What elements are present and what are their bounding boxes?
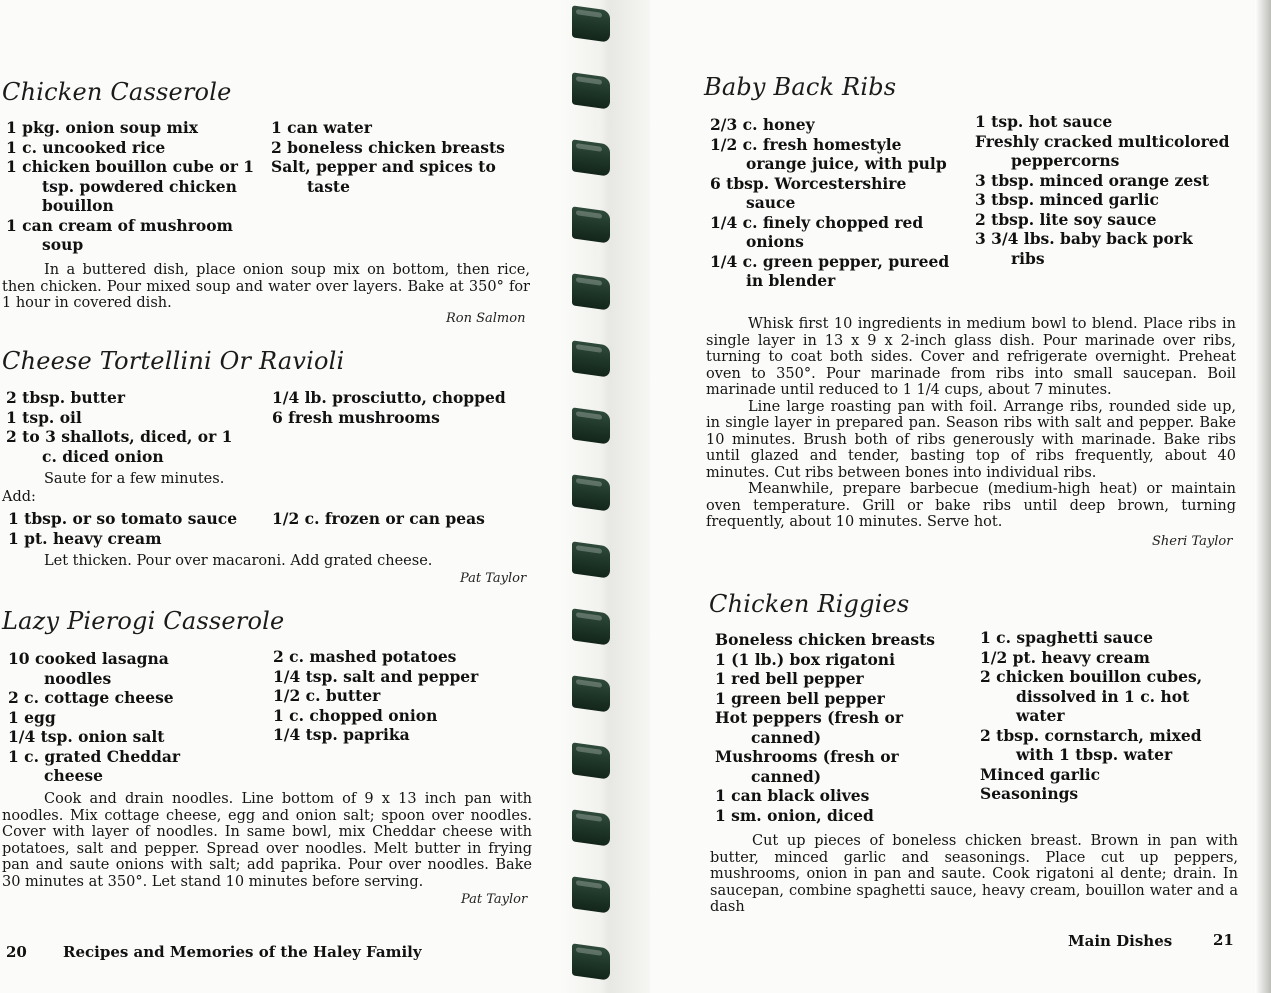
binding-coil xyxy=(570,136,616,180)
binding-coil xyxy=(570,69,616,113)
ingredient: 1 green bell pepper xyxy=(715,688,885,708)
spiral-binding xyxy=(570,0,620,993)
ingredient: 6 tbsp. Worcestershire sauce xyxy=(710,173,907,212)
ingredient: 1 sm. onion, diced xyxy=(715,805,874,825)
book-title-footer: Recipes and Memories of the Haley Family xyxy=(63,943,422,961)
ingredient: 3 3/4 lbs. baby back pork ribs xyxy=(975,229,1193,268)
recipe-directions xyxy=(2,791,532,890)
recipe-title: Chicken Riggies xyxy=(709,590,910,618)
recipe-directions xyxy=(2,262,530,312)
ingredient: 3 tbsp. minced orange zest xyxy=(975,170,1210,190)
directions-paragraph: Whisk first 10 ingredients in medium bowl to blend. Place ribs in single layer in 13 x 9 x 2-inch glass dish. Pour marinade over ribs, turning to coat both sides. Cover and refrigerate overnight. Preheat oven to 350°. Pour marinade from ribs into small saucepan. Boil marinade until reduced to 1 1/4 cups, about 7 minutes. xyxy=(706,316,1236,398)
binding-coil xyxy=(570,672,616,716)
binding-coil xyxy=(570,270,616,314)
ingredient: 1 c. chopped onion xyxy=(273,705,438,725)
ingredient: 2 tbsp. cornstarch, mixed with 1 tbsp. water xyxy=(980,725,1202,764)
ingredient: 1 tbsp. or so tomato sauce xyxy=(8,509,238,528)
binding-coil xyxy=(570,739,616,783)
ingredient: 1 tsp. oil xyxy=(6,407,82,427)
binding-coil xyxy=(570,2,616,46)
ingredient: 1/4 tsp. salt and pepper xyxy=(273,666,479,686)
directions-paragraph: Line large roasting pan with foil. Arrange ribs, rounded side up, in single layer in prepared pan. Season ribs with salt and pepper. Bake 10 minutes. Brush both of ribs generously with marinade. Bake ribs until glazed and tender, basting top of ribs frequently, about 40 minutes. Cut ribs between bones into individual ribs. xyxy=(706,398,1236,481)
page-number: 21 xyxy=(1213,931,1234,949)
ingredient: 1 egg xyxy=(8,707,56,727)
directions-paragraph: Meanwhile, prepare barbecue (medium-high heat) or maintain oven temperature. Grill or bake ribs until deep brown, turning frequently, about 10 minutes. Serve hot. xyxy=(706,481,1236,530)
page-edge xyxy=(1255,0,1271,993)
ingredient: 2 boneless chicken breasts xyxy=(271,137,505,157)
recipe-author: Ron Salmon xyxy=(446,311,526,326)
ingredient: 1/2 c. frozen or can peas xyxy=(272,509,485,528)
ingredient: 2 to 3 shallots, diced, or 1 c. diced onion xyxy=(6,427,233,466)
ingredient-column-1 xyxy=(710,115,960,291)
ingredient-column-2 xyxy=(975,112,1230,268)
directions-text: In a buttered dish, place onion soup mix on bottom, then rice, then chicken. Pour mixed soup and water over layers. Bake at 350° for 1 hour in covered dish. xyxy=(2,262,530,311)
ingredient: 1 can black olives xyxy=(715,786,870,805)
ingredient: 1 pkg. onion soup mix xyxy=(6,118,198,137)
ingredient: 2/3 c. honey xyxy=(710,115,815,134)
ingredient: 1 can cream of mushroom soup xyxy=(6,215,233,254)
ingredient: 1 can water xyxy=(271,118,372,137)
ingredient: 2 chicken bouillon cubes, dissolved in 1 c. hot water xyxy=(980,667,1203,725)
step-text: Let thicken. Pour over macaroni. Add grated cheese. xyxy=(44,553,433,569)
ingredient: 3 tbsp. minced garlic xyxy=(975,190,1159,209)
ingredient: 1/2 c. fresh homestyle orange juice, with pulp xyxy=(710,134,947,173)
ingredient-column-1 xyxy=(8,649,238,786)
ingredient: 1/4 tsp. paprika xyxy=(273,725,410,744)
ingredient: 1 (1 lb.) box rigatoni xyxy=(715,649,895,669)
ingredient: Seasonings xyxy=(980,784,1079,803)
ingredient: 1 c. uncooked rice xyxy=(6,137,166,157)
ingredient-column-3 xyxy=(8,509,258,548)
binding-coil xyxy=(570,337,616,381)
ingredient-column-2 xyxy=(980,628,1230,804)
ingredient: 1 c. grated Cheddar cheese xyxy=(8,746,181,785)
binding-coil xyxy=(570,471,616,515)
directions-text: Cut up pieces of boneless chicken breast. Brown in pan with butter, minced garlic and seasonings. Place cut up peppers, mushrooms, onion in pan and saute. Cook rigatoni al dente; drain. In saucepan, combine spaghetti sauce, heavy cream, bouillon water and a dash xyxy=(710,833,1238,915)
binding-coil xyxy=(570,538,616,582)
ingredient: 1 red bell pepper xyxy=(715,669,864,688)
binding-coil xyxy=(570,873,616,917)
add-label-text: Add: xyxy=(2,489,36,505)
ingredient: 1 c. spaghetti sauce xyxy=(980,628,1153,647)
ingredient: 1 tsp. hot sauce xyxy=(975,112,1113,131)
binding-coil xyxy=(570,940,616,984)
page-number: 20 xyxy=(6,943,27,961)
ingredient-column-2 xyxy=(271,118,531,196)
ingredient-column-1 xyxy=(6,118,256,255)
recipe-title: Baby Back Ribs xyxy=(704,73,897,101)
ingredient: Minced garlic xyxy=(980,764,1101,784)
ingredient: 10 cooked lasagna noodles xyxy=(8,649,169,688)
recipe-step xyxy=(2,553,530,570)
recipe-directions xyxy=(710,833,1238,916)
ingredient-column-1 xyxy=(6,388,236,466)
ingredient: 1/4 c. green pepper, pureed in blender xyxy=(710,251,950,290)
ingredient: 1/2 c. butter xyxy=(273,686,381,705)
recipe-directions xyxy=(706,316,1236,531)
ingredient: Mushrooms (fresh or canned) xyxy=(715,747,899,786)
ingredient: Freshly cracked multicolored peppercorns xyxy=(975,131,1230,170)
recipe-author: Pat Taylor xyxy=(461,892,528,907)
section-name: Main Dishes xyxy=(1068,932,1173,950)
ingredient: 1/4 tsp. onion salt xyxy=(8,727,165,746)
ingredient: 1/2 pt. heavy cream xyxy=(980,647,1150,667)
binding-coil xyxy=(570,203,616,247)
ingredient: 6 fresh mushrooms xyxy=(272,407,440,427)
recipe-author: Pat Taylor xyxy=(460,571,527,586)
ingredient: Hot peppers (fresh or canned) xyxy=(715,708,903,747)
recipe-author: Sheri Taylor xyxy=(1152,534,1233,549)
recipe-step xyxy=(2,471,530,488)
ingredient-column-2 xyxy=(272,388,532,427)
recipe-title: Lazy Pierogi Casserole xyxy=(2,607,285,635)
ingredient-column-4 xyxy=(272,509,532,529)
ingredient: 2 tbsp. lite soy sauce xyxy=(975,209,1157,229)
binding-coil xyxy=(570,605,616,649)
ingredient: 1 pt. heavy cream xyxy=(8,528,162,548)
ingredient: Salt, pepper and spices to taste xyxy=(271,157,496,196)
step-text: Saute for a few minutes. xyxy=(44,471,225,487)
ingredient: Boneless chicken breasts xyxy=(715,630,935,649)
recipe-title: Chicken Casserole xyxy=(2,78,232,106)
add-label xyxy=(2,489,102,506)
directions-text: Cook and drain noodles. Line bottom of 9 x 13 inch pan with noodles. Mix cottage cheese, egg and onion salt; spoon over noodles. Cover with layer of noodles. In same bowl, mix Cheddar cheese with potatoes, salt and pepper. Spread over noodles. Melt butter in frying pan and saute onions with salt; add paprika. Pour over noodles. Bake 30 minutes at 350°. Let stand 10 minutes before serving. xyxy=(2,791,532,890)
recipe-title: Cheese Tortellini Or Ravioli xyxy=(2,347,345,375)
ingredient: 2 tbsp. butter xyxy=(6,388,125,407)
binding-coil xyxy=(570,404,616,448)
ingredient: 2 c. cottage cheese xyxy=(8,688,174,707)
ingredient: 1/4 c. finely chopped red onions xyxy=(710,212,924,251)
binding-coil xyxy=(570,806,616,850)
ingredient: 2 c. mashed potatoes xyxy=(273,647,457,666)
ingredient-column-1 xyxy=(715,630,955,825)
ingredient: 1 chicken bouillon cube or 1 tsp. powdered chicken bouillon xyxy=(6,157,255,215)
ingredient: 1/4 lb. prosciutto, chopped xyxy=(272,388,506,407)
ingredient-column-2 xyxy=(273,647,533,745)
